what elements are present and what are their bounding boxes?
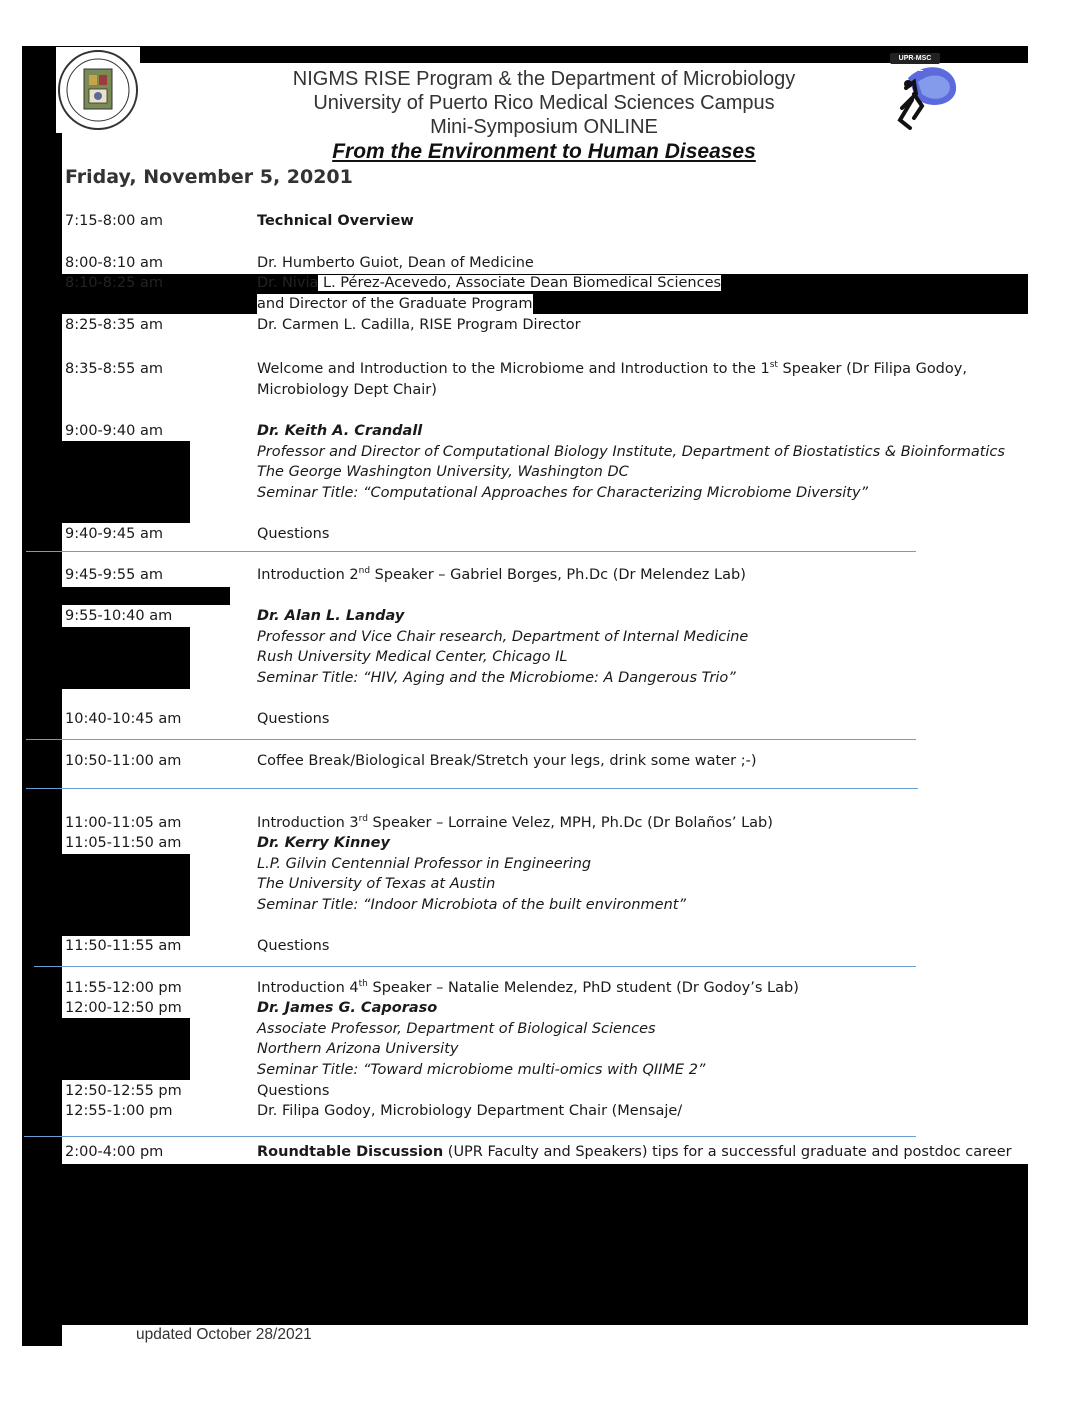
row-time: 2:00-4:00 pm bbox=[65, 1144, 164, 1160]
speaker-name: Dr. Alan L. Landay bbox=[257, 608, 405, 624]
row-time: 12:00-12:50 pm bbox=[65, 1000, 182, 1016]
header-line-3: Mini-Symposium ONLINE bbox=[430, 116, 658, 138]
row-time: 8:10-8:25 am bbox=[65, 275, 163, 291]
row-desc-part: Introduction 3 bbox=[257, 815, 359, 831]
redaction-block-1 bbox=[62, 441, 190, 523]
row-desc-bold: Roundtable Discussion bbox=[257, 1144, 444, 1160]
separator-line bbox=[26, 551, 916, 552]
ordinal-sup: th bbox=[358, 979, 368, 990]
row-time: 11:55-12:00 pm bbox=[65, 980, 182, 996]
redaction-top-bar bbox=[22, 46, 1028, 63]
row-desc-line2: Microbiology Dept Chair) bbox=[257, 382, 437, 398]
seminar-title: Seminar Title: “Toward microbiome multi-omics with QIIME 2” bbox=[257, 1062, 706, 1078]
row-desc bbox=[257, 978, 799, 999]
speaker-affiliation: Associate Professor, Department of Biological Sciences bbox=[257, 1021, 656, 1037]
rise-logo-text: UPR-MSC RISE bbox=[898, 55, 932, 73]
seminar-title: Seminar Title: “Indoor Microbiota of the built environment” bbox=[257, 897, 686, 913]
row-desc-part: Speaker – Natalie Melendez, PhD student (Dr Godoy’s Lab) bbox=[367, 980, 799, 996]
speaker-affiliation: Professor and Vice Chair research, Department of Internal Medicine bbox=[257, 629, 749, 645]
row-desc: Dr. Humberto Guiot, Dean of Medicine bbox=[257, 255, 534, 271]
row-time: 11:05-11:50 am bbox=[65, 835, 182, 851]
redaction-block-5 bbox=[62, 1018, 190, 1080]
row-desc-part: Welcome and Introduction to the Microbiome and Introduction to the 1 bbox=[257, 361, 770, 377]
row-time: 12:50-12:55 pm bbox=[65, 1083, 182, 1099]
separator-line bbox=[26, 739, 916, 740]
row-time: 10:50-11:00 am bbox=[65, 753, 182, 769]
row-desc bbox=[257, 565, 746, 586]
row-desc bbox=[257, 273, 721, 294]
separator-line bbox=[26, 788, 918, 789]
redaction-block-2 bbox=[22, 587, 230, 605]
row-time: 9:00-9:40 am bbox=[65, 423, 163, 439]
speaker-name: Dr. Keith A. Crandall bbox=[257, 423, 423, 439]
row-desc: Dr. Filipa Godoy, Microbiology Department Chair (Mensaje/ bbox=[257, 1103, 683, 1119]
row-desc: Questions bbox=[257, 938, 330, 954]
row-desc-name: Dr. Nivia bbox=[257, 275, 319, 291]
row-desc-line2: and Director of the Graduate Program bbox=[257, 294, 533, 315]
redaction-block-4 bbox=[62, 854, 190, 936]
row-desc: Technical Overview bbox=[257, 213, 414, 229]
ordinal-sup: nd bbox=[358, 566, 371, 577]
updated-note: updated October 28/2021 bbox=[136, 1326, 312, 1343]
speaker-institution: The University of Texas at Austin bbox=[257, 876, 496, 892]
row-desc: Questions bbox=[257, 526, 330, 542]
separator-line bbox=[24, 1136, 916, 1137]
redaction-bottom-block bbox=[22, 1164, 1028, 1325]
row-desc: Questions bbox=[257, 711, 330, 727]
speaker-affiliation: L.P. Gilvin Centennial Professor in Engineering bbox=[257, 856, 592, 872]
row-time: 8:35-8:55 am bbox=[65, 361, 163, 377]
row-desc-part: Speaker – Lorraine Velez, MPH, Ph.Dc (Dr Bolaños’ Lab) bbox=[367, 815, 773, 831]
seminar-title: Seminar Title: “Computational Approaches for Characterizing Microbiome Diversity” bbox=[257, 485, 869, 501]
row-desc-part: (UPR Faculty and Speakers) tips for a successful graduate and postdoc career bbox=[443, 1144, 1012, 1160]
header-line-1: NIGMS RISE Program & the Department of Microbiology bbox=[292, 68, 796, 90]
row-time: 11:50-11:55 am bbox=[65, 938, 182, 954]
row-time: 7:15-8:00 am bbox=[65, 213, 163, 229]
speaker-name: Dr. James G. Caporaso bbox=[257, 1000, 438, 1016]
row-time: 8:00-8:10 am bbox=[65, 255, 163, 271]
speaker-institution: Northern Arizona University bbox=[257, 1041, 459, 1057]
speaker-affiliation: Professor and Director of Computational Biology Institute, Department of Biostatistics & Bioinformatics bbox=[257, 444, 1005, 460]
symposium-subtitle: From the Environment to Human Diseases bbox=[332, 140, 756, 163]
row-desc-part: Introduction 2 bbox=[257, 567, 359, 583]
row-desc bbox=[257, 813, 773, 834]
event-date: Friday, November 5, 20201 bbox=[65, 166, 353, 188]
row-desc bbox=[257, 359, 967, 380]
row-time: 9:45-9:55 am bbox=[65, 567, 163, 583]
row-desc: Dr. Carmen L. Cadilla, RISE Program Director bbox=[257, 317, 581, 333]
row-desc bbox=[257, 1142, 1012, 1163]
redaction-block-3 bbox=[62, 627, 190, 689]
seminar-title: Seminar Title: “HIV, Aging and the Microbiome: A Dangerous Trio” bbox=[257, 670, 736, 686]
row-time: 9:40-9:45 am bbox=[65, 526, 163, 542]
row-time: 12:55-1:00 pm bbox=[65, 1103, 173, 1119]
speaker-institution: Rush University Medical Center, Chicago IL bbox=[257, 649, 568, 665]
row-desc: Questions bbox=[257, 1083, 330, 1099]
row-desc-part: Speaker – Gabriel Borges, Ph.Dc (Dr Melendez Lab) bbox=[370, 567, 746, 583]
row-time: 8:25-8:35 am bbox=[65, 317, 163, 333]
redaction-left-bar bbox=[22, 46, 62, 1346]
row-desc-title: L. Pérez-Acevedo, Associate Dean Biomedical Sciences bbox=[318, 275, 722, 291]
row-time: 10:40-10:45 am bbox=[65, 711, 182, 727]
row-desc: Coffee Break/Biological Break/Stretch your legs, drink some water ;-) bbox=[257, 753, 757, 769]
speaker-institution: The George Washington University, Washington DC bbox=[257, 464, 629, 480]
row-desc-part: Speaker (Dr Filipa Godoy, bbox=[777, 361, 967, 377]
row-desc-part: Introduction 4 bbox=[257, 980, 359, 996]
header-line-2: University of Puerto Rico Medical Sciences Campus bbox=[313, 92, 775, 114]
ordinal-sup: st bbox=[769, 360, 778, 371]
speaker-name: Dr. Kerry Kinney bbox=[257, 835, 390, 851]
ordinal-sup: rd bbox=[358, 814, 368, 825]
row-time: 9:55-10:40 am bbox=[65, 608, 173, 624]
row-time: 11:00-11:05 am bbox=[65, 815, 182, 831]
separator-line bbox=[34, 966, 916, 967]
